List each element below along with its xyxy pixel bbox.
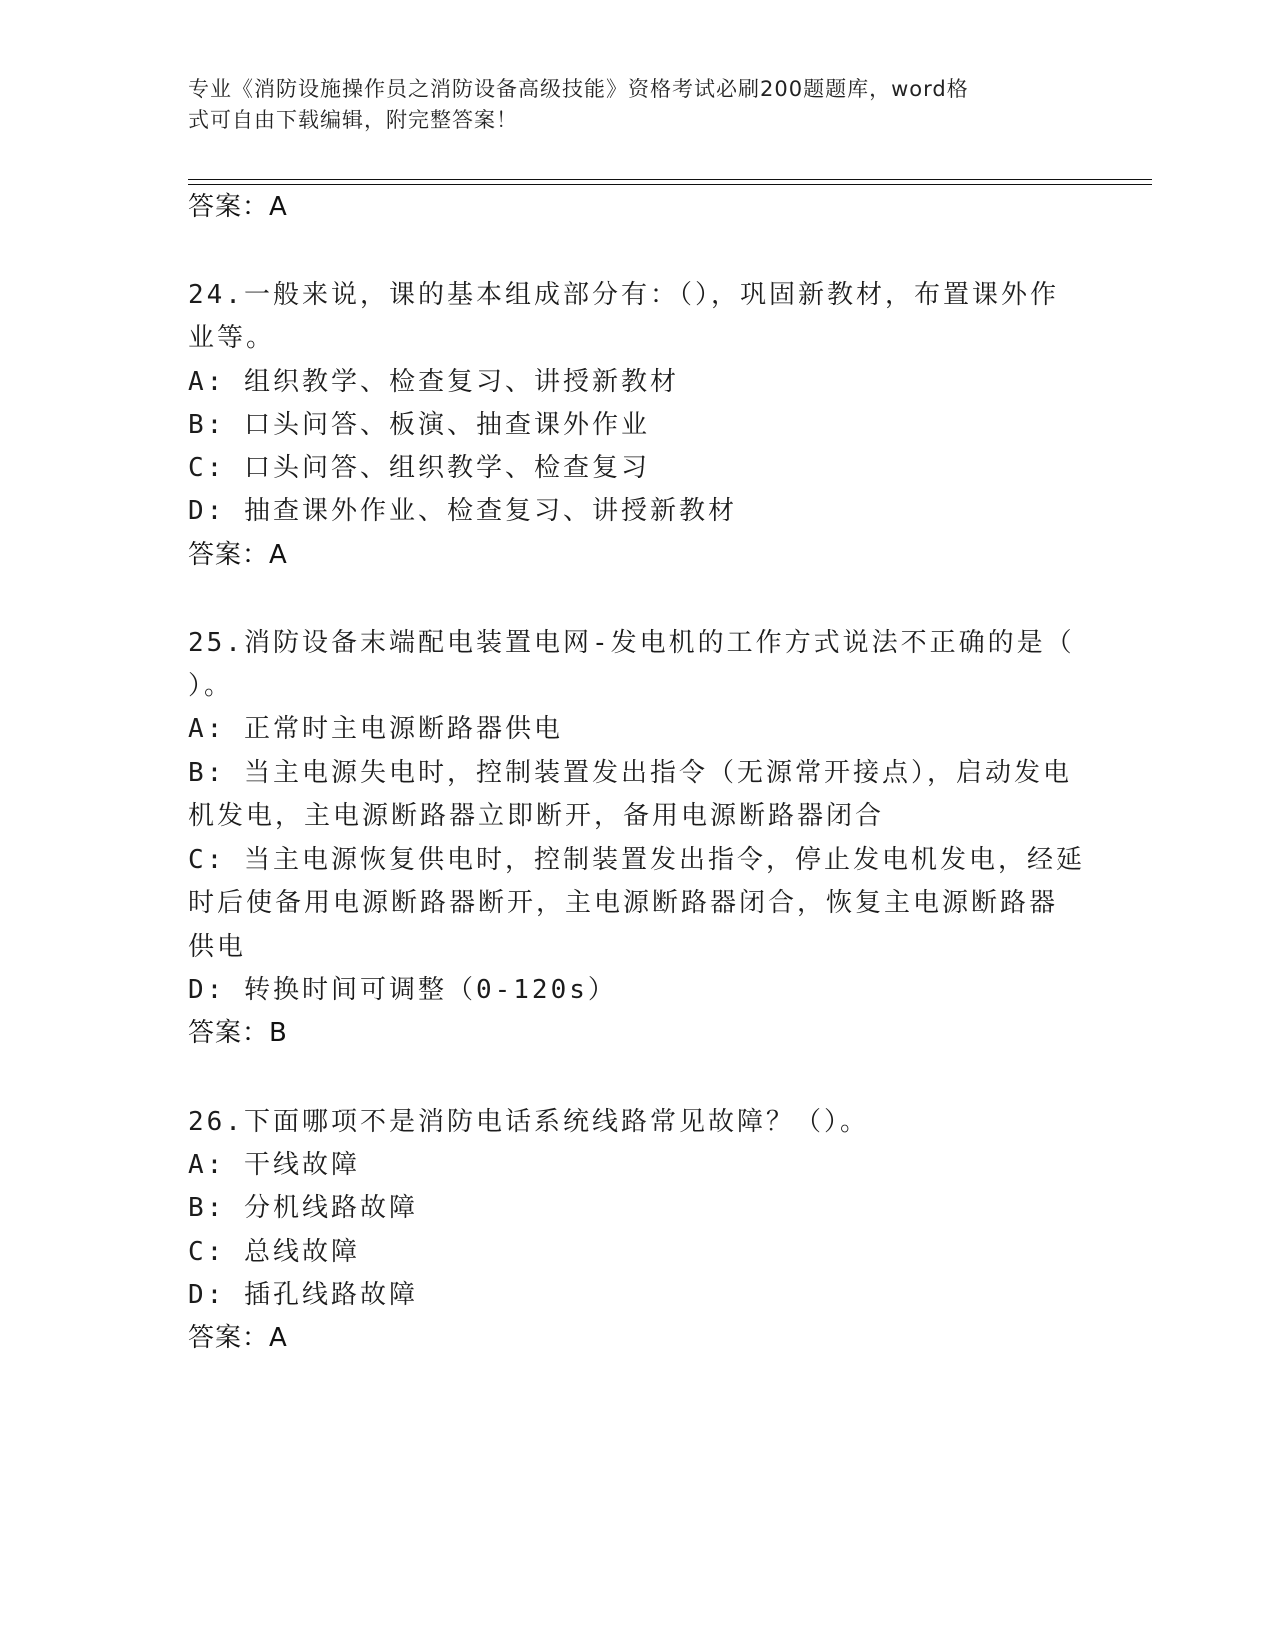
question-25-option-b-line-2: 机发电，主电源断路器立即断开，备用电源断路器闭合	[188, 801, 885, 831]
question-26-option-d: D: 插孔线路故障	[188, 1280, 418, 1310]
question-26-option-b: B: 分机线路故障	[188, 1193, 418, 1223]
question-25-answer: 答案：B	[188, 1018, 288, 1048]
question-25-option-b-line-1: B: 当主电源失电时，控制装置发出指令（无源常开接点），启动发电	[188, 758, 1072, 788]
question-25-option-c-line-3: 供电	[188, 932, 247, 962]
question-26-answer: 答案：A	[188, 1323, 288, 1353]
question-25-option-d: D: 转换时间可调整（0-120s）	[188, 975, 617, 1005]
header-rule-top	[188, 179, 1152, 180]
question-24-stem-line-2: 业等。	[188, 323, 276, 353]
question-25-stem-line-1: 25.消防设备末端配电装置电网-发电机的工作方式说法不正确的是（	[188, 628, 1075, 658]
header-rule-bottom	[188, 184, 1152, 185]
question-24-option-c: C: 口头问答、组织教学、检查复习	[188, 453, 650, 483]
question-26-option-a: A: 干线故障	[188, 1150, 360, 1180]
question-25-option-a: A: 正常时主电源断路器供电	[188, 714, 563, 744]
question-24-answer: 答案：A	[188, 540, 288, 570]
header-line-2: 式可自由下载编辑，附完整答案！	[188, 108, 518, 132]
question-24-option-d: D: 抽查课外作业、检查复习、讲授新教材	[188, 496, 737, 526]
question-24-stem-line-1: 24.一般来说，课的基本组成部分有：（），巩固新教材，布置课外作	[188, 280, 1059, 310]
previous-answer: 答案：A	[188, 192, 288, 222]
question-25-option-c-line-2: 时后使备用电源断路器断开，主电源断路器闭合，恢复主电源断路器	[188, 888, 1059, 918]
question-26-stem-line-1: 26.下面哪项不是消防电话系统线路常见故障？（）。	[188, 1107, 869, 1137]
header-line-1: 专业《消防设施操作员之消防设备高级技能》资格考试必刷200题题库，word格	[188, 77, 969, 101]
question-25-stem-line-2: ）。	[188, 671, 234, 701]
document-header	[188, 74, 1068, 136]
question-26-option-c: C: 总线故障	[188, 1237, 360, 1267]
question-24-option-a: A: 组织教学、检查复习、讲授新教材	[188, 367, 679, 397]
question-25-option-c-line-1: C: 当主电源恢复供电时，控制装置发出指令，停止发电机发电，经延	[188, 845, 1085, 875]
question-24-option-b: B: 口头问答、板演、抽查课外作业	[188, 410, 650, 440]
